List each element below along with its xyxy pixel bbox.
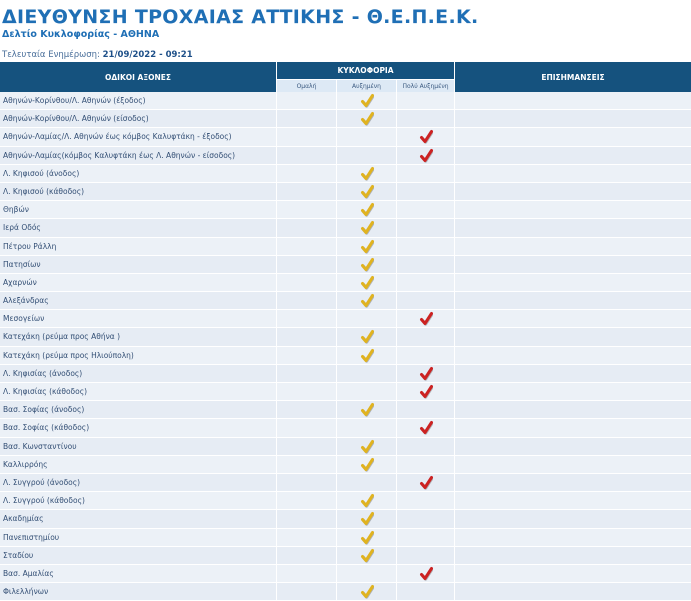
increased-cell — [337, 165, 396, 182]
increased-cell — [337, 510, 396, 527]
increased-cell — [337, 401, 396, 418]
axis-cell — [0, 365, 276, 382]
normal-cell — [277, 256, 336, 273]
normal-cell — [277, 529, 336, 546]
very-increased-cell — [397, 438, 454, 455]
increased-cell — [337, 383, 396, 400]
axis-cell — [0, 110, 276, 127]
axis-cell — [0, 256, 276, 273]
notes-cell — [455, 128, 691, 145]
axis-name: Φιλελλήνων — [3, 587, 49, 597]
notes-cell — [455, 292, 691, 309]
subheader-very-increased: Πολύ Αυξημένη — [397, 80, 454, 92]
axis-name: Καλλιρρόης — [3, 459, 48, 469]
very-increased-cell — [397, 419, 454, 436]
check-mark-yellow-icon — [360, 220, 374, 235]
axis-cell — [0, 128, 276, 145]
increased-cell — [337, 547, 396, 564]
very-increased-cell — [397, 238, 454, 255]
axis-name: Βασ. Σοφίας (κάθοδος) — [3, 423, 90, 433]
very-increased-cell — [397, 347, 454, 364]
check-mark-red-icon — [419, 311, 433, 326]
check-mark-red-icon — [419, 566, 433, 581]
axis-name: Λ. Κηφισού (άνοδος) — [3, 168, 80, 178]
axis-name: Λ. Συγγρού (άνοδος) — [3, 477, 81, 487]
normal-cell — [277, 110, 336, 127]
check-mark-yellow-icon — [360, 184, 374, 199]
table-row — [0, 219, 691, 237]
increased-cell — [337, 583, 396, 600]
table-row — [0, 565, 691, 583]
notes-cell — [455, 438, 691, 455]
axis-cell — [0, 310, 276, 327]
increased-cell — [337, 328, 396, 345]
very-increased-cell — [397, 92, 454, 109]
very-increased-cell — [397, 256, 454, 273]
normal-cell — [277, 492, 336, 509]
table-row — [0, 310, 691, 328]
normal-cell — [277, 401, 336, 418]
axis-cell — [0, 547, 276, 564]
table-row — [0, 147, 691, 165]
very-increased-cell — [397, 201, 454, 218]
axis-cell — [0, 529, 276, 546]
notes-cell — [455, 401, 691, 418]
table-row — [0, 201, 691, 219]
axis-cell — [0, 419, 276, 436]
axis-name: Λ. Κηφισίας (κάθοδος) — [3, 387, 88, 396]
check-mark-yellow-icon — [360, 584, 374, 599]
check-mark-yellow-icon — [360, 293, 374, 308]
increased-cell — [337, 219, 396, 236]
check-mark-yellow-icon — [360, 348, 374, 363]
column-header-axes: ΟΔΙΚΟΙ ΑΞΟΝΕΣ — [0, 62, 276, 92]
normal-cell — [277, 419, 336, 436]
axis-cell — [0, 238, 276, 255]
very-increased-cell — [397, 274, 454, 291]
table-row — [0, 292, 691, 310]
table-row — [0, 256, 691, 274]
axis-name: Αθηνών-Κορίνθου/Λ. Αθηνών (είσοδος) — [3, 114, 149, 124]
axis-cell — [0, 219, 276, 236]
very-increased-cell — [397, 219, 454, 236]
notes-cell — [455, 419, 691, 436]
notes-cell — [455, 238, 691, 255]
notes-cell — [455, 492, 691, 509]
axis-name: Αχαρνών — [3, 277, 37, 287]
table-row — [0, 238, 691, 256]
axis-name: Κατεχάκη (ρεύμα προς Ηλιούπολη) — [3, 350, 134, 360]
increased-cell — [337, 365, 396, 382]
increased-cell — [337, 292, 396, 309]
normal-cell — [277, 201, 336, 218]
very-increased-cell — [397, 474, 454, 491]
check-mark-red-icon — [419, 366, 433, 381]
axis-cell — [0, 147, 276, 164]
increased-cell — [337, 474, 396, 491]
subheader-increased: Αυξημένη — [337, 80, 396, 92]
table-row — [0, 492, 691, 510]
increased-cell — [337, 183, 396, 200]
axis-name: Μεσογείων — [3, 314, 45, 324]
normal-cell — [277, 183, 336, 200]
normal-cell — [277, 383, 336, 400]
notes-cell — [455, 274, 691, 291]
axis-name: Βασ. Αμαλίας — [3, 568, 54, 578]
check-mark-red-icon — [419, 475, 433, 490]
check-mark-yellow-icon — [360, 402, 374, 417]
notes-cell — [455, 256, 691, 273]
increased-cell — [337, 456, 396, 473]
check-mark-yellow-icon — [360, 329, 374, 344]
check-mark-yellow-icon — [360, 439, 374, 454]
check-mark-yellow-icon — [360, 530, 374, 545]
increased-cell — [337, 238, 396, 255]
table-row — [0, 328, 691, 346]
very-increased-cell — [397, 147, 454, 164]
axis-name: Κατεχάκη (ρεύμα προς Αθήνα ) — [3, 332, 121, 342]
axis-cell — [0, 347, 276, 364]
very-increased-cell — [397, 328, 454, 345]
normal-cell — [277, 238, 336, 255]
increased-cell — [337, 310, 396, 327]
notes-cell — [455, 92, 691, 109]
notes-cell — [455, 529, 691, 546]
notes-cell — [455, 219, 691, 236]
normal-cell — [277, 328, 336, 345]
normal-cell — [277, 547, 336, 564]
axis-name: Λ. Κηφισού (κάθοδος) — [3, 186, 85, 196]
increased-cell — [337, 201, 396, 218]
notes-cell — [455, 565, 691, 582]
axis-cell — [0, 383, 276, 400]
increased-cell — [337, 92, 396, 109]
axis-cell — [0, 165, 276, 182]
check-mark-yellow-icon — [360, 493, 374, 508]
very-increased-cell — [397, 365, 454, 382]
check-mark-yellow-icon — [360, 111, 374, 126]
page-subtitle: Δελτίο Κυκλοφορίας - ΑΘΗΝΑ — [2, 29, 160, 40]
very-increased-cell — [397, 510, 454, 527]
very-increased-cell — [397, 547, 454, 564]
axis-cell — [0, 183, 276, 200]
normal-cell — [277, 583, 336, 600]
table-row — [0, 419, 691, 437]
very-increased-cell — [397, 456, 454, 473]
check-mark-red-icon — [419, 148, 433, 163]
axis-name: Αθηνών-Λαμίας/Λ. Αθηνών έως κόμβος Καλυφτάκη - έξοδος) — [3, 132, 232, 142]
normal-cell — [277, 92, 336, 109]
notes-cell — [455, 110, 691, 127]
axis-cell — [0, 92, 276, 109]
very-increased-cell — [397, 110, 454, 127]
normal-cell — [277, 128, 336, 145]
axis-name: Λ. Κηφισίας (άνοδος) — [3, 368, 83, 378]
table-row — [0, 510, 691, 528]
check-mark-yellow-icon — [360, 548, 374, 563]
notes-cell — [455, 165, 691, 182]
axis-cell — [0, 583, 276, 600]
table-row — [0, 438, 691, 456]
check-mark-yellow-icon — [360, 275, 374, 290]
notes-cell — [455, 365, 691, 382]
very-increased-cell — [397, 292, 454, 309]
increased-cell — [337, 147, 396, 164]
axis-cell — [0, 565, 276, 582]
increased-cell — [337, 128, 396, 145]
table-row — [0, 274, 691, 292]
table-row — [0, 165, 691, 183]
notes-cell — [455, 474, 691, 491]
last-update-label: Τελευταία Ενημέρωση: — [2, 50, 100, 60]
notes-cell — [455, 347, 691, 364]
normal-cell — [277, 292, 336, 309]
table-row — [0, 474, 691, 492]
increased-cell — [337, 347, 396, 364]
column-header-notes: ΕΠΙΣΗΜΑΝΣΕΙΣ — [455, 62, 691, 92]
normal-cell — [277, 147, 336, 164]
normal-cell — [277, 274, 336, 291]
normal-cell — [277, 510, 336, 527]
check-mark-yellow-icon — [360, 257, 374, 272]
normal-cell — [277, 165, 336, 182]
check-mark-red-icon — [419, 420, 433, 435]
notes-cell — [455, 147, 691, 164]
axis-name: Αθηνών-Κορίνθου/Λ. Αθηνών (έξοδος) — [3, 96, 146, 105]
axis-name: Αθηνών-Λαμίας(κόμβος Καλυφτάκη έως Λ. Αθηνών - είσοδος) — [3, 150, 236, 160]
very-increased-cell — [397, 583, 454, 600]
axis-name: Πατησίων — [3, 259, 41, 269]
increased-cell — [337, 529, 396, 546]
normal-cell — [277, 565, 336, 582]
table-row — [0, 383, 691, 401]
normal-cell — [277, 456, 336, 473]
axis-cell — [0, 274, 276, 291]
last-update-value: 21/09/2022 - 09:21 — [102, 50, 193, 60]
axis-cell — [0, 201, 276, 218]
normal-cell — [277, 365, 336, 382]
normal-cell — [277, 438, 336, 455]
check-mark-yellow-icon — [360, 457, 374, 472]
notes-cell — [455, 328, 691, 345]
check-mark-yellow-icon — [360, 166, 374, 181]
notes-cell — [455, 456, 691, 473]
notes-cell — [455, 547, 691, 564]
increased-cell — [337, 438, 396, 455]
very-increased-cell — [397, 165, 454, 182]
very-increased-cell — [397, 183, 454, 200]
axis-name: Σταδίου — [3, 550, 34, 560]
last-update — [2, 50, 193, 60]
very-increased-cell — [397, 529, 454, 546]
table-row — [0, 401, 691, 419]
notes-cell — [455, 201, 691, 218]
table-row — [0, 529, 691, 547]
increased-cell — [337, 110, 396, 127]
subheader-normal: Ομαλή — [277, 80, 336, 92]
check-mark-red-icon — [419, 384, 433, 399]
very-increased-cell — [397, 401, 454, 418]
table-row — [0, 583, 691, 601]
notes-cell — [455, 510, 691, 527]
table-row — [0, 183, 691, 201]
normal-cell — [277, 474, 336, 491]
normal-cell — [277, 310, 336, 327]
notes-cell — [455, 310, 691, 327]
increased-cell — [337, 419, 396, 436]
increased-cell — [337, 274, 396, 291]
axis-cell — [0, 438, 276, 455]
check-mark-yellow-icon — [360, 202, 374, 217]
axis-name: Λ. Συγγρού (κάθοδος) — [3, 496, 85, 506]
axis-cell — [0, 292, 276, 309]
table-row — [0, 128, 691, 146]
very-increased-cell — [397, 492, 454, 509]
axis-name: Πέτρου Ράλλη — [3, 241, 57, 251]
very-increased-cell — [397, 310, 454, 327]
notes-cell — [455, 583, 691, 600]
table-row — [0, 347, 691, 365]
normal-cell — [277, 347, 336, 364]
axis-name: Πανεπιστημίου — [3, 532, 60, 542]
axis-cell — [0, 510, 276, 527]
table-row — [0, 547, 691, 565]
check-mark-yellow-icon — [360, 511, 374, 526]
axis-name: Αλεξάνδρας — [3, 296, 49, 306]
check-mark-red-icon — [419, 129, 433, 144]
very-increased-cell — [397, 565, 454, 582]
very-increased-cell — [397, 128, 454, 145]
increased-cell — [337, 565, 396, 582]
axis-name: Θηβών — [3, 205, 29, 215]
check-mark-yellow-icon — [360, 93, 374, 108]
axis-cell — [0, 456, 276, 473]
axis-cell — [0, 401, 276, 418]
axis-name: Βασ. Κωνσταντίνου — [3, 441, 77, 451]
very-increased-cell — [397, 383, 454, 400]
notes-cell — [455, 183, 691, 200]
check-mark-yellow-icon — [360, 239, 374, 254]
increased-cell — [337, 256, 396, 273]
axis-cell — [0, 328, 276, 345]
table-row — [0, 92, 691, 110]
notes-cell — [455, 383, 691, 400]
axis-cell — [0, 492, 276, 509]
table-row — [0, 365, 691, 383]
normal-cell — [277, 219, 336, 236]
axis-name: Βασ. Σοφίας (άνοδος) — [3, 405, 85, 415]
column-header-traffic: ΚΥΚΛΟΦΟΡΙΑ — [277, 62, 454, 79]
increased-cell — [337, 492, 396, 509]
traffic-table-body — [0, 92, 691, 601]
axis-cell — [0, 474, 276, 491]
table-row — [0, 456, 691, 474]
axis-name: Ιερά Οδός — [3, 223, 41, 233]
table-row — [0, 110, 691, 128]
axis-name: Ακαδημίας — [3, 514, 44, 524]
page-title: ΔΙΕΥΘΥΝΣΗ ΤΡΟΧΑΙΑΣ ΑΤΤΙΚΗΣ - Θ.Ε.Π.Ε.Κ. — [2, 6, 479, 28]
